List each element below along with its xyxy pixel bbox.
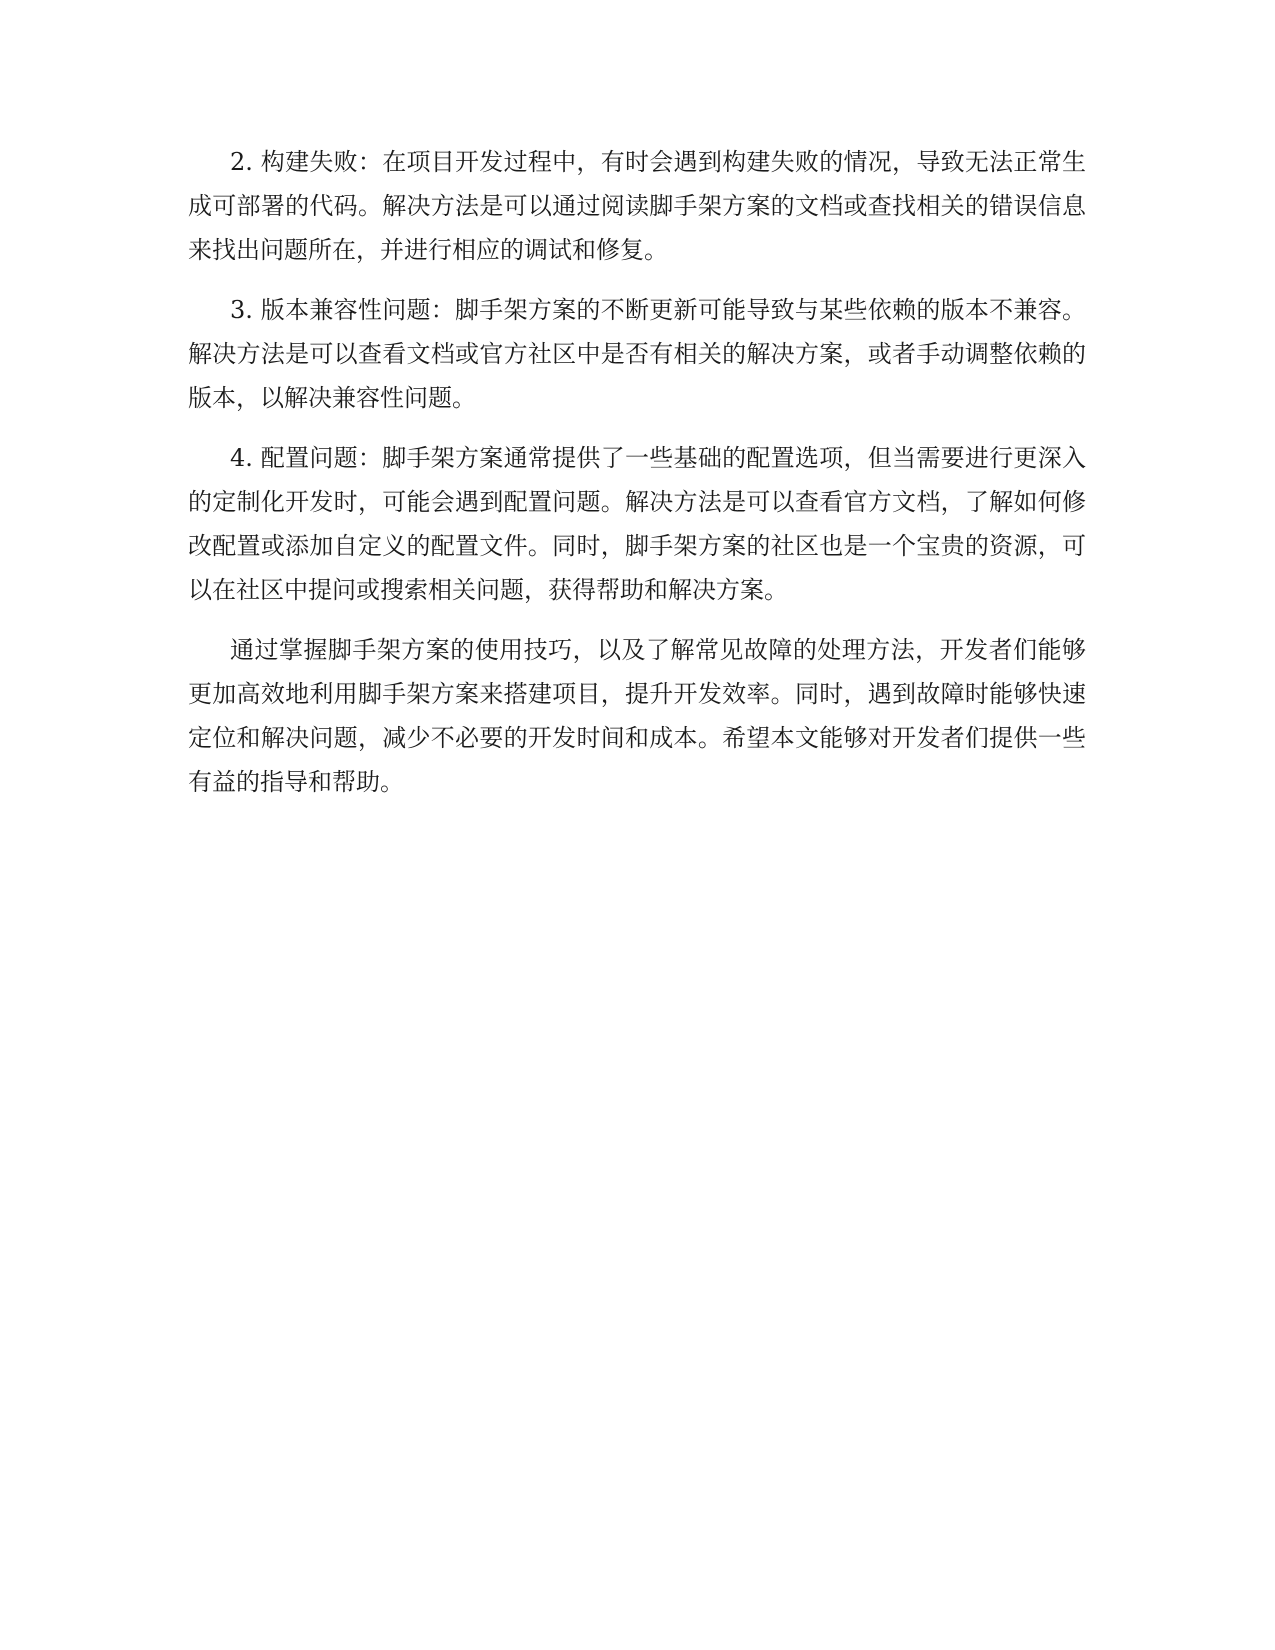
paragraph-version-compatibility: 3. 版本兼容性问题：脚手架方案的不断更新可能导致与某些依赖的版本不兼容。解决方法是可以查看文档或官方社区中是否有相关的解决方案，或者手动调整依赖的版本，以解决兼容性问题。: [188, 296, 1086, 412]
paragraph-conclusion: 通过掌握脚手架方案的使用技巧，以及了解常见故障的处理方法，开发者们能够更加高效地利用脚手架方案来搭建项目，提升开发效率。同时，遇到故障时能够快速定位和解决问题，减少不必要的开发时间和成本。希望本文能够对开发者们提供一些有益的指导和帮助。: [188, 636, 1086, 796]
paragraph-configuration: 4. 配置问题：脚手架方案通常提供了一些基础的配置选项，但当需要进行更深入的定制化开发时，可能会遇到配置问题。解决方法是可以查看官方文档，了解如何修改配置或添加自定义的配置文件。同时，脚手架方案的社区也是一个宝贵的资源，可以在社区中提问或搜索相关问题，获得帮助和解决方案。: [188, 444, 1086, 604]
paragraph-build-failure: 2. 构建失败：在项目开发过程中，有时会遇到构建失败的情况，导致无法正常生成可部署的代码。解决方法是可以通过阅读脚手架方案的文档或查找相关的错误信息来找出问题所在，并进行相应的调试和修复。: [188, 148, 1086, 264]
document-body: [188, 140, 1086, 820]
